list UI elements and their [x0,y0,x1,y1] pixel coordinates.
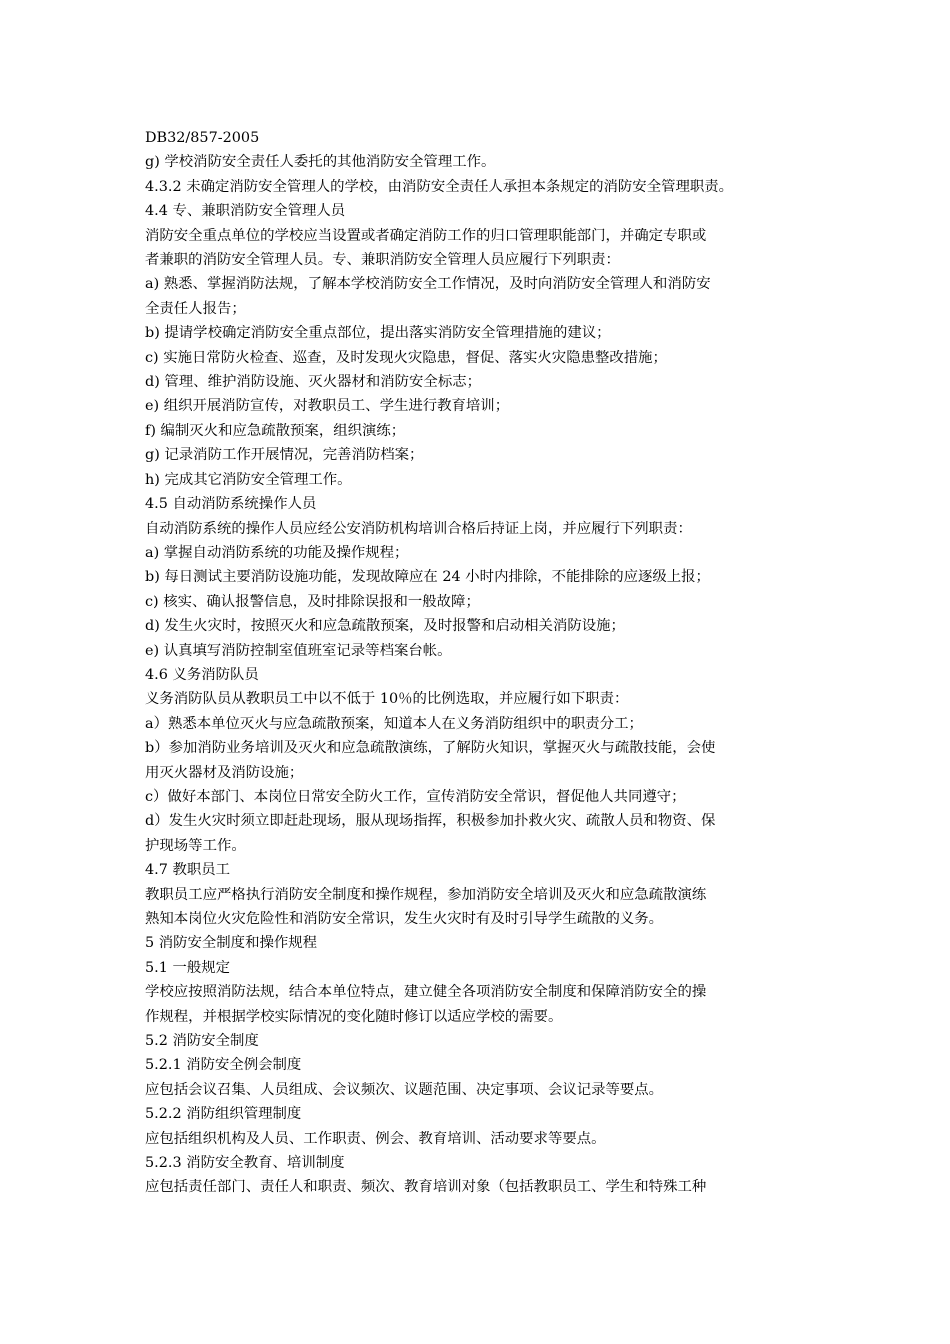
document-code: DB32/857-2005 [145,130,260,146]
text-line: 应包括组织机构及人员、工作职责、例会、教育培训、活动要求等要点。 [145,1130,606,1147]
text-line: a) 熟悉、掌握消防法规，了解本学校消防安全工作情况，及时向消防安全管理人和消防安 [145,276,711,293]
text-line: 5.2.2 消防组织管理制度 [145,1106,302,1123]
text-line: 应包括责任部门、责任人和职责、频次、教育培训对象（包括教职员工、学生和特殊工种 [145,1179,707,1196]
text-line: g) 记录消防工作开展情况，完善消防档案； [145,447,424,464]
text-line: b）参加消防业务培训及灭火和应急疏散演练，了解防火知识，掌握灭火与疏散技能，会使 [145,740,716,757]
text-line: 用灭火器材及消防设施； [145,764,304,781]
text-line: 护现场等工作。 [145,837,246,854]
text-line: 5.2.3 消防安全教育、培训制度 [145,1155,345,1172]
text-line: 义务消防队员从教职员工中以不低于 10％的比例选取，并应履行如下职责： [145,691,629,708]
text-line: c) 核实、确认报警信息，及时排除误报和一般故障； [145,593,480,610]
text-line: 5.2.1 消防安全例会制度 [145,1057,302,1074]
text-line: c) 实施日常防火检查、巡查，及时发现火灾隐患，督促、落实火灾隐患整改措施； [145,349,667,366]
text-line: 4.5 自动消防系统操作人员 [145,496,317,513]
text-line: 熟知本岗位火灾危险性和消防安全常识，发生火灾时有及时引导学生疏散的义务。 [145,911,664,927]
text-line: 应包括会议召集、人员组成、会议频次、议题范围、决定事项、会议记录等要点。 [145,1081,664,1098]
text-line: 4.3.2 未确定消防安全管理人的学校，由消防安全责任人承担本条规定的消防安全管理职责。 [145,178,734,195]
text-line: 作规程，并根据学校实际情况的变化随时修订以适应学校的需要。 [145,1008,563,1025]
text-line: 学校应按照消防法规，结合本单位特点，建立健全各项消防安全制度和保障消防安全的操 [145,984,707,1001]
text-line: g) 学校消防安全责任人委托的其他消防安全管理工作。 [145,154,496,171]
text-line: 5 消防安全制度和操作规程 [145,935,318,952]
text-line: 消防安全重点单位的学校应当设置或者确定消防工作的归口管理职能部门，并确定专职或 [145,227,707,244]
text-line: 5.2 消防安全制度 [145,1033,259,1050]
text-line: e) 组织开展消防宣传，对教职员工、学生进行教育培训； [145,398,510,415]
text-line: a) 掌握自动消防系统的功能及操作规程； [145,544,409,561]
text-line: 教职员工应严格执行消防安全制度和操作规程，参加消防安全培训及灭火和应急疏散演练 [145,886,707,903]
text-line: 4.7 教职员工 [145,862,231,879]
text-line: b) 提请学校确定消防安全重点部位，提出落实消防安全管理措施的建议； [145,325,611,342]
text-line: f) 编制灭火和应急疏散预案，组织演练； [145,422,406,439]
text-line: c）做好本部门、本岗位日常安全防火工作，宣传消防安全常识，督促他人共同遵守； [145,788,686,805]
text-line: 自动消防系统的操作人员应经公安消防机构培训合格后持证上岗，并应履行下列职责： [145,520,692,537]
text-line: b) 每日测试主要消防设施功能，发现故障应在 24 小时内排除，不能排除的应逐级上报； [145,569,710,586]
document-page [145,126,825,1200]
text-line: 4.4 专、兼职消防安全管理人员 [145,203,346,220]
text-line: 者兼职的消防安全管理人员。专、兼职消防安全管理人员应履行下列职责： [145,252,620,269]
text-line: d) 管理、维护消防设施、灭火器材和消防安全标志； [145,374,481,391]
text-line: e) 认真填写消防控制室值班室记录等档案台帐。 [145,642,452,659]
text-line: d）发生火灾时须立即赶赴现场，服从现场指挥，积极参加扑救火灾、疏散人员和物资、保 [145,813,716,830]
text-line: d) 发生火灾时，按照灭火和应急疏散预案，及时报警和启动相关消防设施； [145,618,625,635]
text-line: h) 完成其它消防安全管理工作。 [145,471,352,488]
text-line: 全责任人报告； [145,300,246,317]
text-line: a）熟悉本单位灭火与应急疏散预案，知道本人在义务消防组织中的职责分工； [145,715,643,732]
text-line: 5.1 一般规定 [145,959,231,976]
text-line: 4.6 义务消防队员 [145,666,259,683]
